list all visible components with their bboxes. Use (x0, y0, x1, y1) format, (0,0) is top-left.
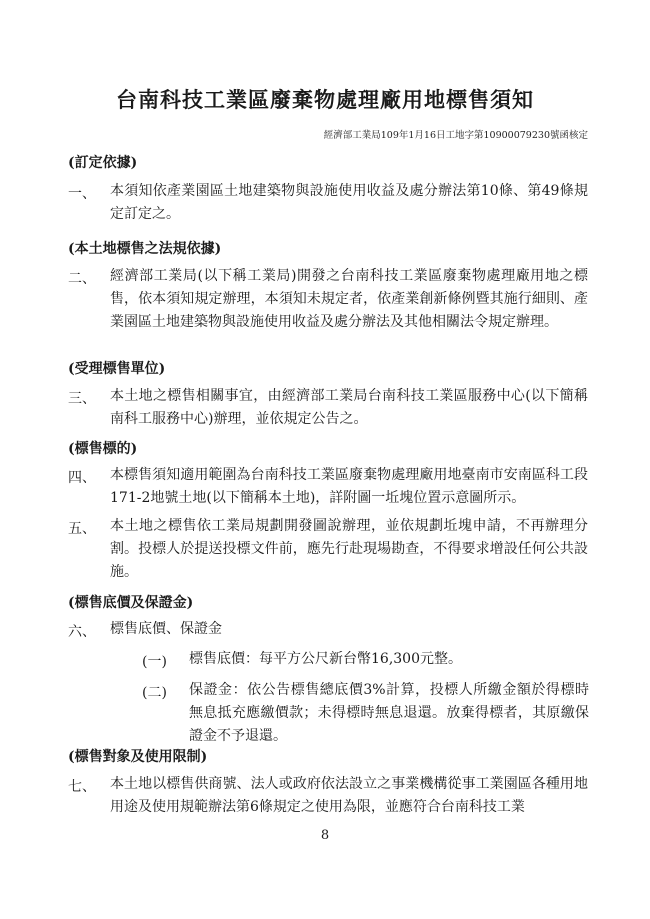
item-number: 四、 (68, 470, 96, 486)
item-number: 三、 (68, 391, 96, 407)
approval-reference: 經濟部工業局109年1月16日工地字第10900079230號函核定 (323, 130, 588, 141)
page-number: 8 (320, 828, 330, 843)
section-heading: (受理標售單位) (68, 361, 166, 377)
item-number: 六、 (68, 624, 96, 640)
item-number: 七、 (68, 779, 96, 795)
item-text: 本土地之標售相關事宜，由經濟部工業局台南科技工業區服務中心(以下簡稱南科工服務中心)辦理，並依規定公告之。 (110, 388, 588, 427)
subitem-text: 保證金：依公告標售總底價3%計算，投標人所繳金額於得標時無息抵充應繳價款；未得標時無息退還。放棄得標者，其原繳保證金不予退還。 (189, 682, 589, 744)
item-number: 五、 (68, 521, 96, 537)
item-text: 本標售須知適用範圍為台南科技工業區廢棄物處理廠用地臺南市安南區科工段171-2地號土地(以下簡稱本土地)，詳附圖一坵塊位置示意圖所示。 (110, 467, 588, 506)
subitem-text: 標售底價：每平方公尺新台幣16,300元整。 (189, 651, 462, 667)
document-title: 台南科技工業區廢棄物處理廠用地標售須知 (116, 87, 534, 112)
item-text: 標售底價、保證金 (110, 621, 222, 637)
section-heading: (訂定依據) (68, 155, 138, 171)
section-heading: (標售對象及使用限制) (68, 749, 208, 765)
item-text: 本土地以標售供商號、法人或政府依法設立之事業機構從事工業園區各種用地用途及使用規範辦法第6條規定之使用為限，並應符合台南科技工業 (110, 776, 588, 815)
item-text: 本土地之標售依工業局規劃開發圖說辦理，並依規劃坵塊申請，不再辦理分割。投標人於提送投標文件前，應先行赴現場勘查，不得要求增設任何公共設施。 (110, 518, 588, 580)
section-heading: (本土地標售之法規依據) (68, 241, 222, 257)
section-heading: (標售底價及保證金) (68, 595, 194, 611)
item-number: 一、 (68, 186, 96, 202)
section-heading: (標售標的) (68, 441, 138, 457)
subitem-number: (二) (142, 685, 167, 701)
item-text: 經濟部工業局(以下稱工業局)開發之台南科技工業區廢棄物處理廠用地之標售，依本須知規定辦理，本須知未規定者，依產業創新條例暨其施行細則、產業園區土地建築物與設施使用收益及處分辦法及其他相關法令規定辦理。 (110, 268, 588, 330)
item-text: 本須知依產業園區土地建築物與設施使用收益及處分辦法第10條、第49條規定訂定之。 (110, 183, 588, 222)
item-number: 二、 (68, 271, 96, 287)
subitem-number: (一) (142, 654, 167, 670)
